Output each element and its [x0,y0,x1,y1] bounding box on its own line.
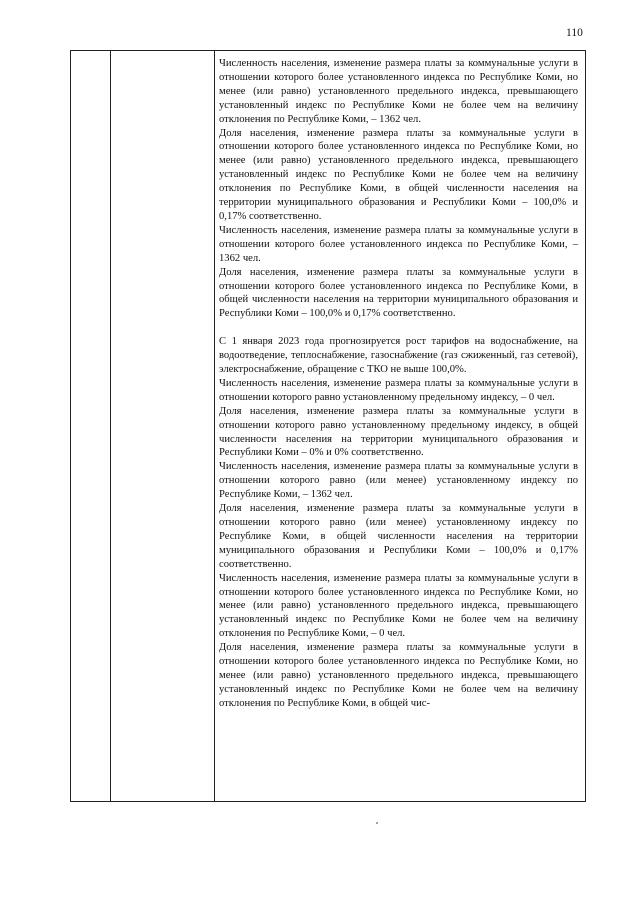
paragraph: Численность населения, изменение размера платы за коммунальные услуги в отношении которого более установленного индекса по Республике Коми, – 1362 чел. [219,224,578,264]
paragraph: Доля населения, изменение размера платы за коммунальные услуги в отношении которого равно установленному предельному индексу, в общей численности населения на территории муниципального образования и Республики Коми – 0% и 0% соответственно. [219,405,578,459]
paragraph: Численность населения, изменение размера платы за коммунальные услуги в отношении которого более установленного индекса по Республике Коми, но менее (или равно) установленного предельного индекса, превышающего установленный индекс по Республике Коми не более чем на величину отклонения по Республике Коми, – 1362 чел. [219,58,578,125]
paragraph: Численность населения, изменение размера платы за коммунальные услуги в отношении которого более установленного индекса по Республике Коми, но менее (или равно) установленного предельного индекса, превышающего установленный индекс по Республике Коми не более чем на величину отклонения по Республике Коми, – 0 чел. [219,572,578,640]
column-divider-2 [214,51,215,801]
paragraph: С 1 января 2023 года прогнозируется рост тарифов на водоснабжение, на водоотведение, теплоснабжение, газоснабжение (газ сжиженный, газ сетевой), электроснабжение, обращение с ТКО не выше 100,0%. [219,336,578,376]
paragraph: Численность населения, изменение размера платы за коммунальные услуги в отношении которого равно (или менее) установленному индексу по Республике Коми, – 1362 чел. [219,461,578,501]
column-divider-1 [110,51,111,801]
scan-speck [376,822,378,824]
paragraph: Доля населения, изменение размера платы за коммунальные услуги в отношении которого более установленного индекса по Республике Коми, в общей численности населения на территории муниципального образования и Республики Коми – 100,0% и 0,17% соответственно. [219,266,578,320]
table-text-cell [219,57,578,801]
paragraph: Доля населения, изменение размера платы за коммунальные услуги в отношении которого более установленного индекса по Республике Коми, но менее (или равно) установленного предельного индекса, превышающего установленный индекс по Республике Коми не более чем на величину отклонения по Республике Коми, в общей чис- [219,642,578,709]
paragraph: Численность населения, изменение размера платы за коммунальные услуги в отношении которого равно установленному предельному индексу, – 0 чел. [219,377,578,403]
paragraph: Доля населения, изменение размера платы за коммунальные услуги в отношении которого более установленного индекса по Республике Коми, но менее (или равно) установленного предельного индекса, превышающего установленный индекс по Республике Коми не более чем на величину отклонения по Республике Коми, в общей численности населения на территории муниципального образования и Республики Коми – 100,0% и 0,17% соответственно. [219,127,578,222]
page-number: 110 [566,27,583,39]
paragraph: Доля населения, изменение размера платы за коммунальные услуги в отношении которого равно (или менее) установленному индексу по Республике Коми, в общей численности населения на территории муниципального образования и Республики Коми – 100,0% и 0,17% соответственно. [219,503,578,570]
document-table [70,50,586,802]
